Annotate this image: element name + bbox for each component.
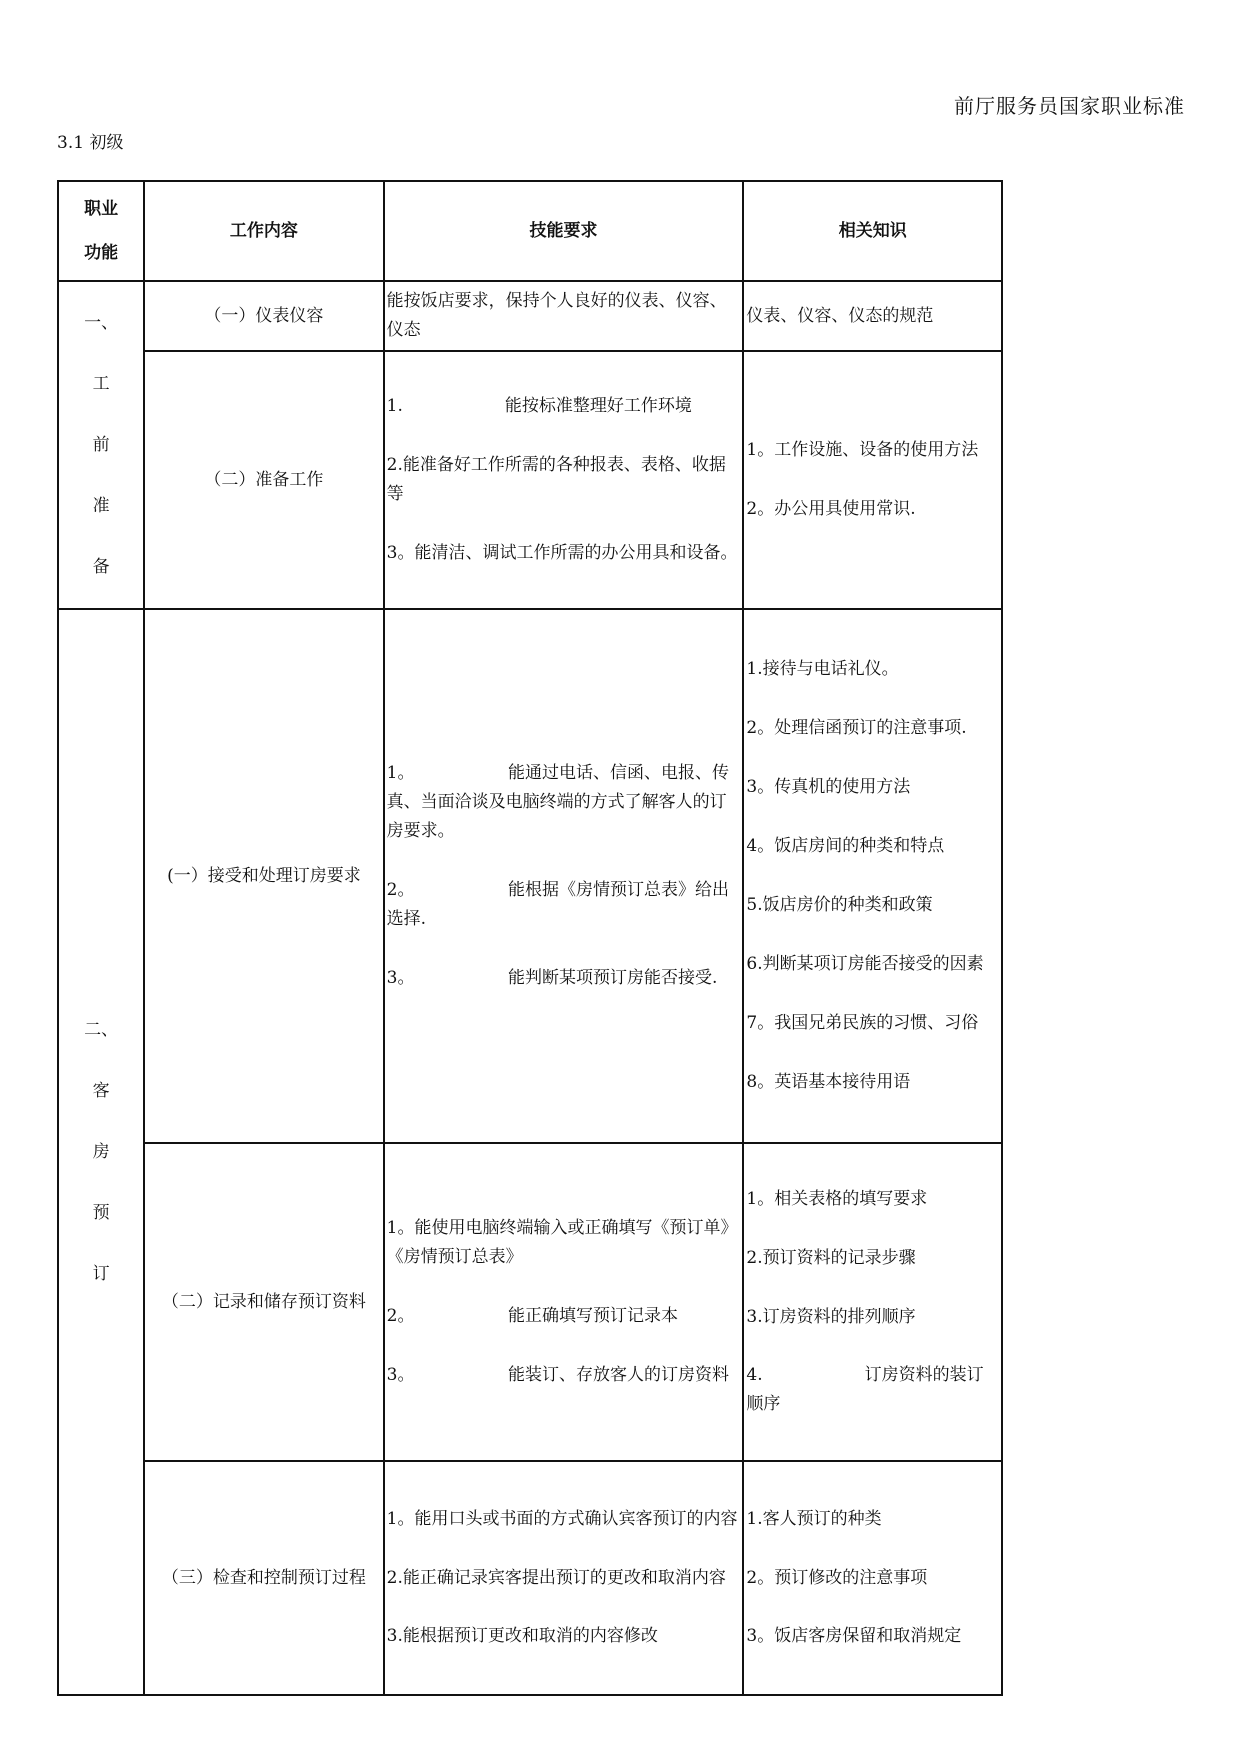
knowledge-item: 3。饭店客房保留和取消规定 (746, 1626, 962, 1647)
function-char: 客 (92, 1080, 110, 1101)
work-content-cell: （一）仪表仪容 (144, 281, 384, 351)
table-row (58, 1461, 1002, 1695)
standard-table (57, 180, 1003, 1696)
related-knowledge-cell (743, 1143, 1002, 1461)
knowledge-item: 3。传真机的使用方法 (746, 777, 911, 798)
function-char: 二、 (84, 1019, 119, 1040)
related-knowledge-cell (743, 281, 1002, 351)
skill-item: 1。能使用电脑终端输入或正确填写《预订单》《房情预订总表》 (386, 1218, 738, 1268)
knowledge-item: 1。工作设施、设备的使用方法 (746, 440, 979, 461)
header-content: 工作内容 (144, 181, 384, 281)
work-content-cell: （二）记录和储存预订资料 (144, 1143, 384, 1461)
knowledge-item: 2。处理信函预订的注意事项. (746, 718, 967, 739)
header-knowledge: 相关知识 (743, 181, 1002, 281)
knowledge-item: 仪表、仪容、仪态的规范 (746, 305, 934, 326)
knowledge-item: 1.客人预订的种类 (746, 1508, 882, 1529)
table-row (58, 351, 1002, 609)
knowledge-item: 5.饭店房价的种类和政策 (746, 895, 933, 915)
work-content-cell: （二）准备工作 (144, 351, 384, 609)
skill-item: 3。能清洁、调试工作所需的办公用具和设备。 (386, 542, 738, 563)
header-function (58, 181, 144, 281)
function-char: 订 (92, 1263, 110, 1284)
work-content-cell: (一）接受和处理订房要求 (144, 609, 384, 1143)
related-knowledge-cell (743, 1461, 1002, 1695)
section-label: 3.1 初级 (57, 133, 124, 153)
function-char: 前 (92, 434, 110, 455)
table-body (58, 281, 1002, 1695)
function-cell (58, 609, 144, 1695)
skill-item: 3。 能判断某项预订房能否接受. (386, 967, 718, 988)
knowledge-item: 2。预订修改的注意事项 (746, 1567, 928, 1588)
skill-item: 3。 能装订、存放客人的订房资料 (386, 1364, 729, 1385)
skill-item: 2。 能根据《房情预订总表》给出选择. (386, 880, 729, 929)
skill-item: 能按饭店要求，保持个人良好的仪表、仪容、仪态 (386, 291, 727, 340)
skill-item: 3.能根据预订更改和取消的内容修改 (386, 1626, 658, 1647)
table-row (58, 281, 1002, 351)
skill-item: 1. 能按标准整理好工作环境 (386, 396, 692, 417)
skill-item: 1。能用口头或书面的方式确认宾客预订的内容 (386, 1508, 738, 1529)
knowledge-item: 8。英语基本接待用语 (746, 1071, 911, 1092)
header-skills: 技能要求 (384, 181, 744, 281)
header-function-line2: 功能 (84, 243, 119, 263)
knowledge-item: 2.预订资料的记录步骤 (746, 1247, 916, 1268)
table-row (58, 609, 1002, 1143)
skill-requirements-cell (384, 351, 744, 609)
work-content-cell: （三）检查和控制预订过程 (144, 1461, 384, 1695)
skill-item: 2。 能正确填写预订记录本 (386, 1306, 678, 1326)
skill-item: 1。 能通过电话、信函、电报、传真、当面洽谈及电脑终端的方式了解客人的订房要求。 (386, 763, 729, 842)
knowledge-item: 1。相关表格的填写要求 (746, 1188, 928, 1209)
function-char: 准 (92, 495, 110, 516)
document-header-title: 前厅服务员国家职业标准 (954, 94, 1185, 118)
skill-requirements-cell (384, 609, 744, 1143)
function-char: 工 (92, 373, 110, 394)
function-char: 预 (92, 1202, 110, 1223)
table-header-row (58, 181, 1002, 281)
knowledge-item: 4。饭店房间的种类和特点 (746, 836, 945, 857)
skill-requirements-cell (384, 1461, 744, 1695)
header-function-line1: 职业 (84, 199, 119, 219)
knowledge-item: 2。办公用具使用常识. (746, 499, 916, 519)
knowledge-item: 6.判断某项订房能否接受的因素 (746, 953, 984, 974)
skill-item: 2.能正确记录宾客提出预订的更改和取消内容 (386, 1567, 726, 1588)
skill-requirements-cell (384, 1143, 744, 1461)
function-char: 一、 (84, 312, 119, 333)
related-knowledge-cell (743, 351, 1002, 609)
function-char: 房 (92, 1141, 110, 1162)
skill-item: 2.能准备好工作所需的各种报表、表格、收据等 (386, 455, 726, 504)
knowledge-item: 3.订房资料的排列顺序 (746, 1306, 916, 1327)
related-knowledge-cell (743, 609, 1002, 1143)
knowledge-item: 1.接待与电话礼仪。 (746, 659, 899, 680)
function-cell (58, 281, 144, 609)
table-row (58, 1143, 1002, 1461)
knowledge-item: 4. 订房资料的装订顺序 (746, 1365, 984, 1415)
knowledge-item: 7。我国兄弟民族的习惯、习俗 (746, 1012, 979, 1033)
skill-requirements-cell (384, 281, 744, 351)
function-char: 备 (92, 556, 110, 577)
